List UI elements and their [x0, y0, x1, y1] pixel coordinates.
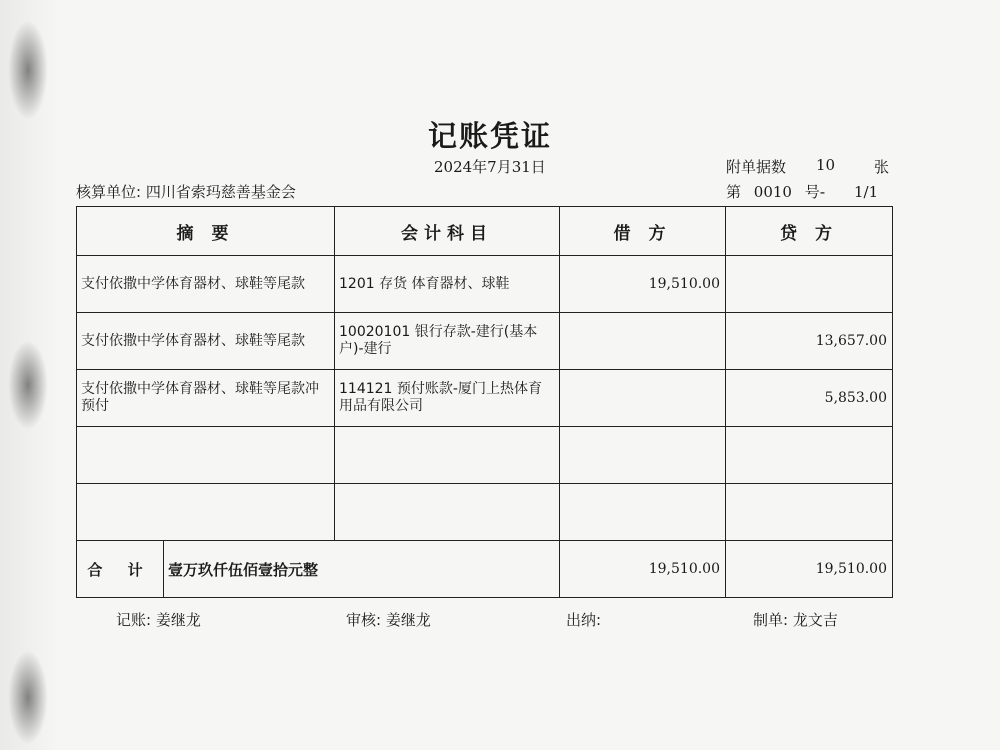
voucher-date: 2024年7月31日	[434, 158, 546, 176]
row-credit: 5,853.00	[726, 370, 893, 427]
row-summary: 支付依撒中学体育器材、球鞋等尾款冲预付	[77, 370, 335, 427]
cashier-label: 出纳:	[566, 611, 602, 629]
row-summary	[77, 427, 335, 484]
total-cell	[77, 541, 560, 598]
preparer-name: 龙文吉	[792, 611, 838, 629]
row-account	[335, 484, 560, 541]
row-account: 114121 预付账款-厦门上热体育用品有限公司	[335, 370, 560, 427]
row-credit	[726, 256, 893, 313]
voucher-number	[726, 181, 878, 202]
total-label: 合 计	[77, 541, 164, 597]
bookkeeper-label: 记账:	[116, 611, 152, 629]
row-debit	[560, 484, 726, 541]
total-amount-in-words: 壹万玖仟伍佰壹拾元整	[168, 560, 319, 579]
bookkeeper-name: 姜继龙	[155, 611, 201, 629]
cashier-signature	[566, 609, 601, 630]
number-prefix: 第	[726, 183, 742, 201]
attachments-info	[726, 156, 890, 177]
table-row	[77, 427, 893, 484]
row-account: 10020101 银行存款-建行(基本户)-建行	[335, 313, 560, 370]
row-debit	[560, 313, 726, 370]
attachments-label: 附单据数	[726, 158, 787, 176]
row-account	[335, 427, 560, 484]
row-summary	[77, 484, 335, 541]
scan-smudge-bottom	[8, 650, 48, 745]
number-suffix: 号-	[804, 183, 826, 201]
unit-label: 核算单位:	[76, 183, 142, 201]
header-account: 会计科目	[335, 207, 560, 256]
table-row	[77, 313, 893, 370]
row-debit	[560, 370, 726, 427]
header-credit: 贷 方	[726, 207, 893, 256]
reviewer-label: 审核:	[346, 611, 382, 629]
row-account: 1201 存货 体育器材、球鞋	[335, 256, 560, 313]
table-row	[77, 370, 893, 427]
reviewer-name: 姜继龙	[385, 611, 431, 629]
table-row	[77, 256, 893, 313]
total-debit: 19,510.00	[560, 541, 726, 598]
attachments-count: 10	[816, 156, 836, 174]
unit-name: 四川省索玛慈善基金会	[145, 183, 296, 201]
scan-smudge-top	[8, 20, 48, 120]
accounting-unit	[76, 181, 296, 202]
row-credit	[726, 427, 893, 484]
header-row	[77, 207, 893, 256]
scan-smudge-middle	[8, 340, 48, 430]
row-summary: 支付依撒中学体育器材、球鞋等尾款	[77, 313, 335, 370]
row-credit	[726, 484, 893, 541]
preparer-label: 制单:	[753, 611, 789, 629]
voucher-table	[76, 206, 893, 598]
page-indicator: 1/1	[853, 183, 879, 201]
total-row	[77, 541, 893, 598]
number-value: 0010	[753, 183, 792, 201]
attachments-unit: 张	[874, 158, 890, 176]
row-summary: 支付依撒中学体育器材、球鞋等尾款	[77, 256, 335, 313]
header-summary: 摘 要	[77, 207, 335, 256]
voucher-title: 记账凭证	[427, 119, 552, 153]
row-debit	[560, 427, 726, 484]
reviewer-signature	[346, 609, 431, 630]
row-credit: 13,657.00	[726, 313, 893, 370]
row-debit: 19,510.00	[560, 256, 726, 313]
bookkeeper-signature	[116, 609, 201, 630]
preparer-signature	[753, 609, 838, 630]
table-row	[77, 484, 893, 541]
header-debit: 借 方	[560, 207, 726, 256]
total-credit: 19,510.00	[726, 541, 893, 598]
